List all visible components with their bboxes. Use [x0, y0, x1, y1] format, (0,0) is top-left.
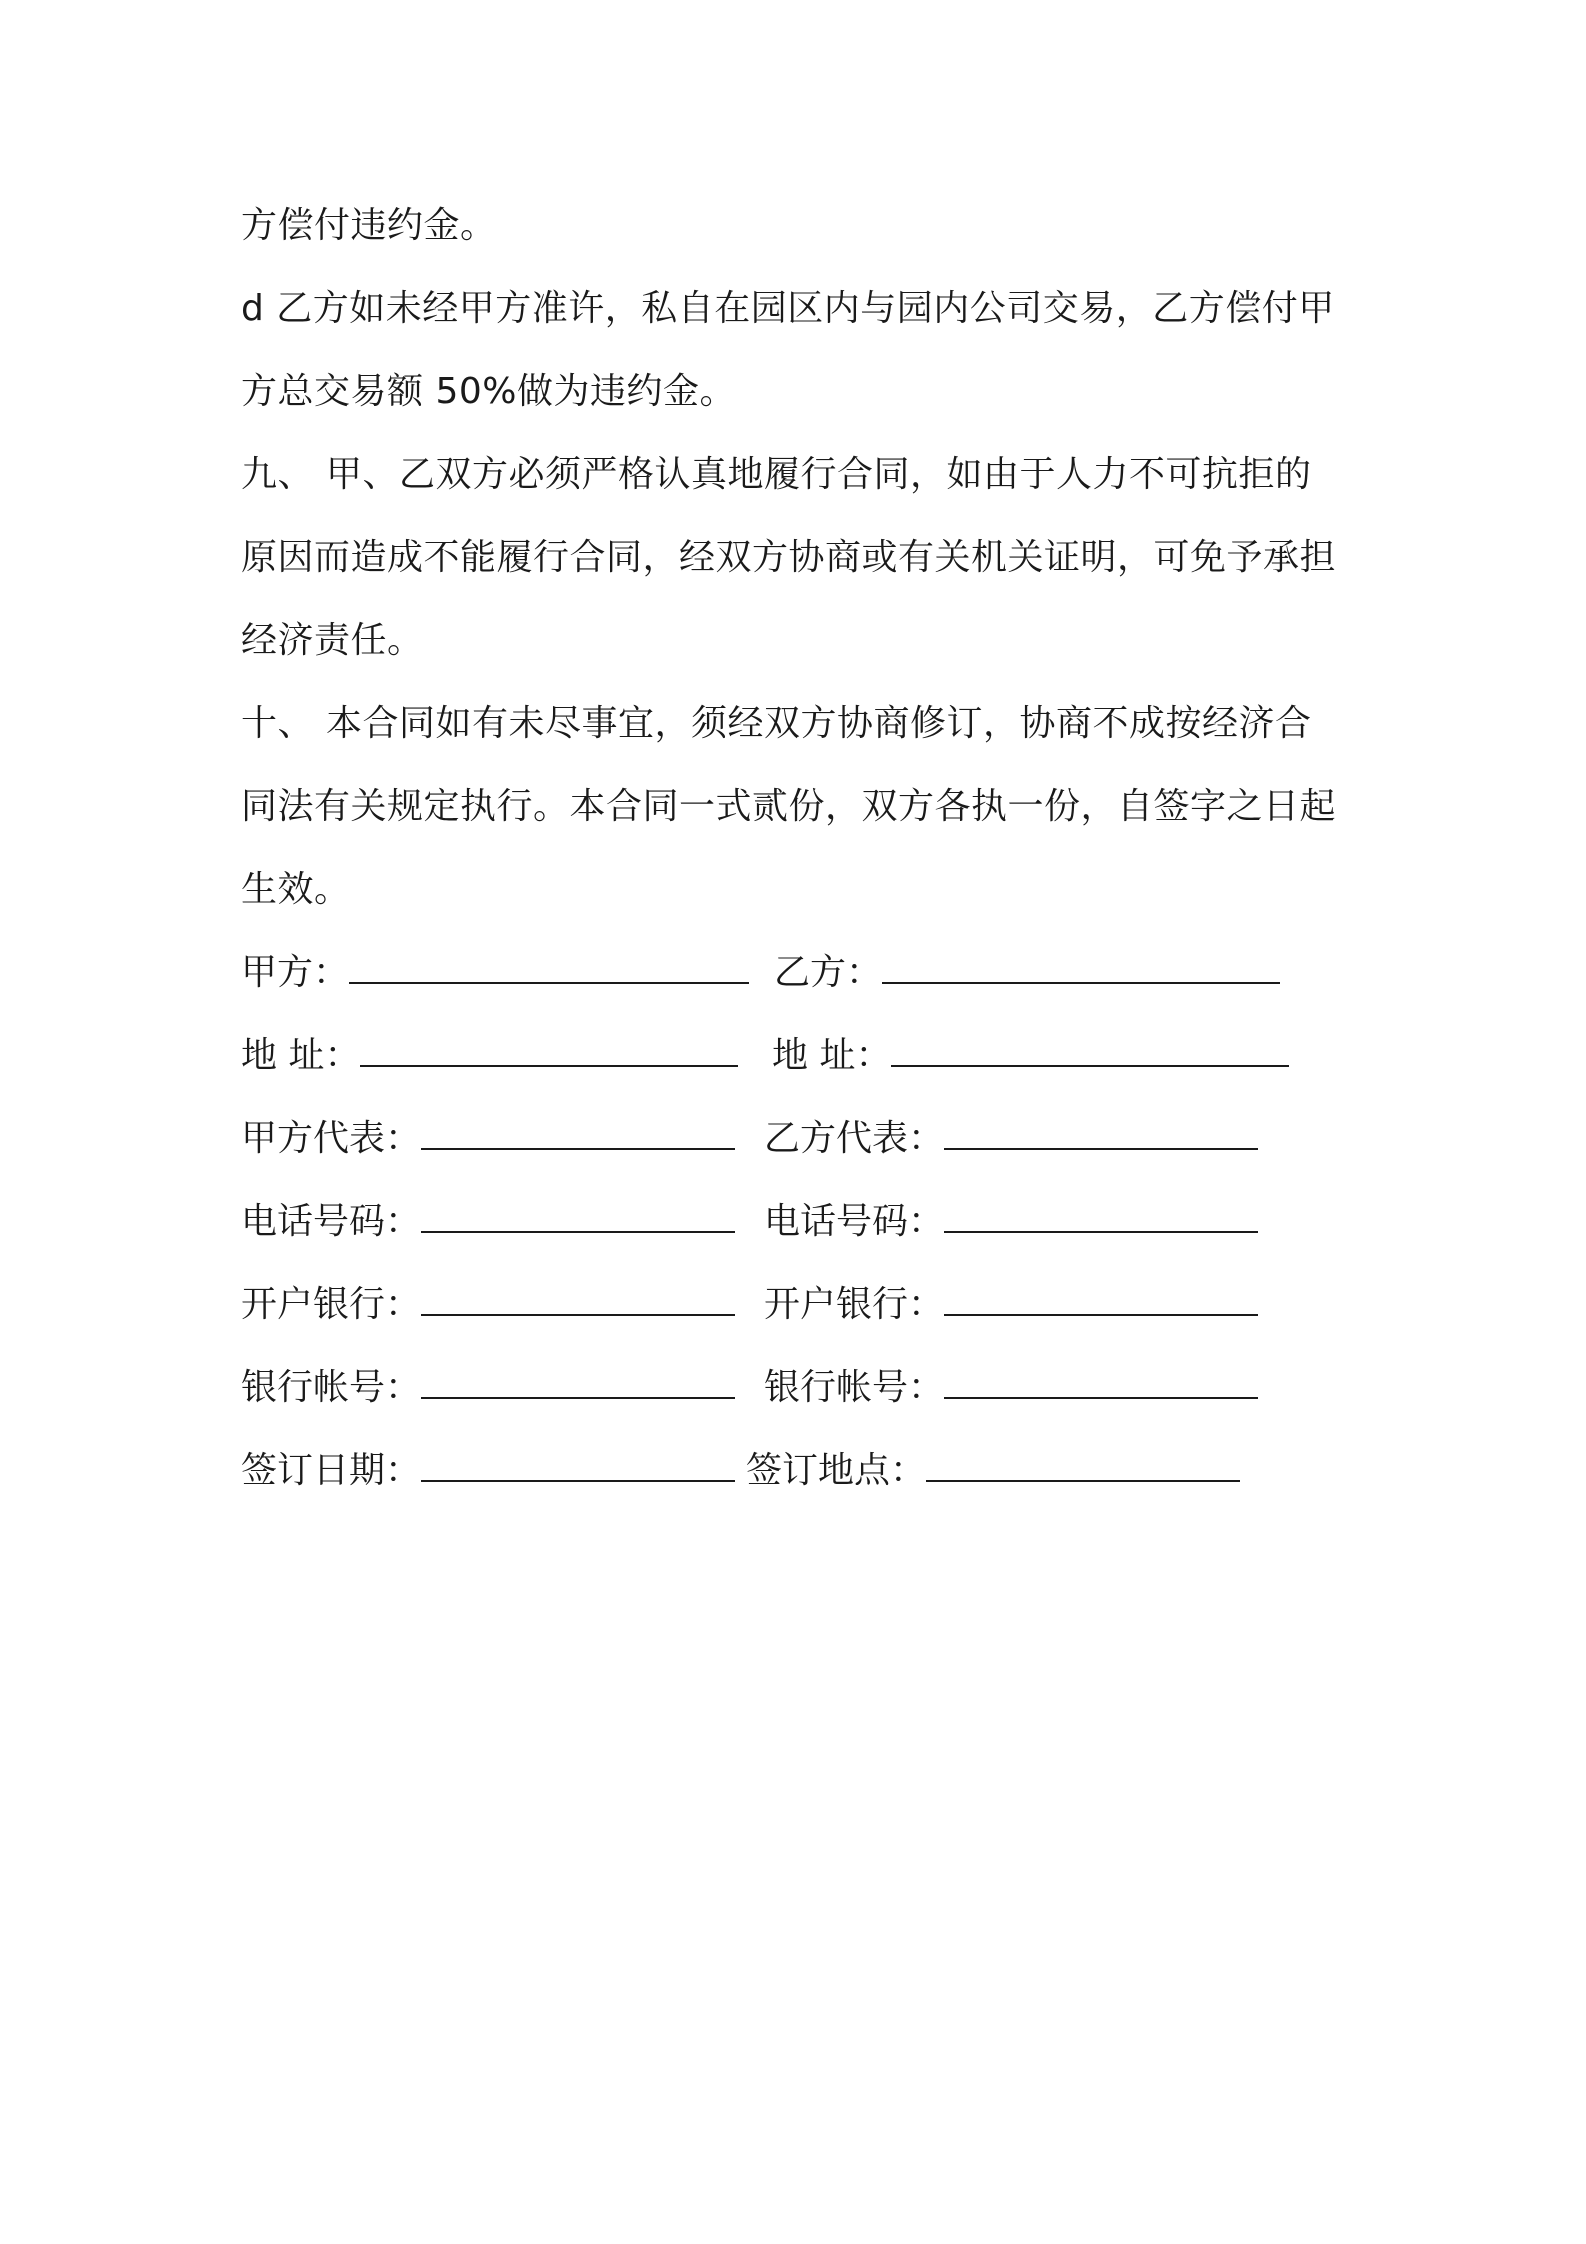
paragraph-line: 原因而造成不能履行合同，经双方协商或有关机关证明，可免予承担	[241, 537, 1337, 578]
field-label: 电话号码：	[241, 1201, 422, 1242]
field-label: 地 址：	[772, 1035, 892, 1076]
fill-in-blank	[891, 1035, 1289, 1067]
paragraph-line: 方偿付违约金。	[241, 205, 497, 246]
signature-field-left	[241, 1192, 735, 1252]
field-label: 电话号码：	[764, 1201, 945, 1242]
fill-in-blank	[926, 1450, 1240, 1482]
signature-row-party	[241, 943, 1361, 1026]
paragraph-line: d 乙方如未经甲方准许，私自在园区内与园内公司交易，乙方偿付甲	[241, 288, 1335, 329]
field-label: 开户银行：	[764, 1284, 945, 1325]
field-label: 地 址：	[241, 1035, 361, 1076]
signature-field-left	[241, 1026, 738, 1086]
field-label: 甲方代表：	[241, 1118, 422, 1159]
fill-in-blank	[944, 1367, 1258, 1399]
fill-in-blank	[944, 1118, 1258, 1150]
signature-row-phone	[241, 1192, 1361, 1275]
field-label: 签订地点：	[746, 1450, 927, 1491]
field-label: 乙方：	[774, 952, 883, 993]
signature-field-right	[774, 943, 1280, 1003]
signature-field-right	[764, 1109, 1258, 1169]
signature-row-account	[241, 1358, 1361, 1441]
signature-field-right	[764, 1192, 1258, 1252]
paragraph-line: 九、 甲、乙双方必须严格认真地履行合同，如由于人力不可抗拒的	[241, 454, 1312, 495]
fill-in-blank	[421, 1284, 735, 1316]
signature-field-left	[241, 1358, 735, 1418]
signature-row-date-place	[241, 1441, 1361, 1524]
paragraph-line: 十、 本合同如有未尽事宜，须经双方协商修订，协商不成按经济合	[241, 703, 1312, 744]
field-label: 甲方：	[241, 952, 350, 993]
fill-in-blank	[944, 1284, 1258, 1316]
fill-in-blank	[421, 1118, 735, 1150]
fill-in-blank	[349, 952, 749, 984]
signature-field-left	[241, 1441, 735, 1501]
signature-field-right	[772, 1026, 1289, 1086]
fill-in-blank	[421, 1367, 735, 1399]
paragraph-line: 生效。	[241, 869, 351, 910]
fill-in-blank	[882, 952, 1280, 984]
fill-in-blank	[421, 1201, 735, 1233]
signature-field-right	[746, 1441, 1240, 1501]
fill-in-blank	[944, 1201, 1258, 1233]
signature-field-left	[241, 943, 749, 1003]
fill-in-blank	[421, 1450, 735, 1482]
paragraph-line: 同法有关规定执行。本合同一式贰份，双方各执一份，自签字之日起	[241, 786, 1337, 827]
document-page	[241, 196, 1361, 1524]
signature-field-right	[764, 1275, 1258, 1335]
fill-in-blank	[360, 1035, 738, 1067]
signature-field-right	[764, 1358, 1258, 1418]
signature-field-left	[241, 1275, 735, 1335]
signature-row-representative	[241, 1109, 1361, 1192]
field-label: 乙方代表：	[764, 1118, 945, 1159]
field-label: 开户银行：	[241, 1284, 422, 1325]
field-label: 银行帐号：	[764, 1367, 945, 1408]
field-label: 签订日期：	[241, 1450, 422, 1491]
paragraph-line: 经济责任。	[241, 620, 424, 661]
paragraph-line: 方总交易额 50%做为违约金。	[241, 371, 736, 412]
field-label: 银行帐号：	[241, 1367, 422, 1408]
signature-row-bank	[241, 1275, 1361, 1358]
signature-row-address	[241, 1026, 1361, 1109]
signature-field-left	[241, 1109, 735, 1169]
